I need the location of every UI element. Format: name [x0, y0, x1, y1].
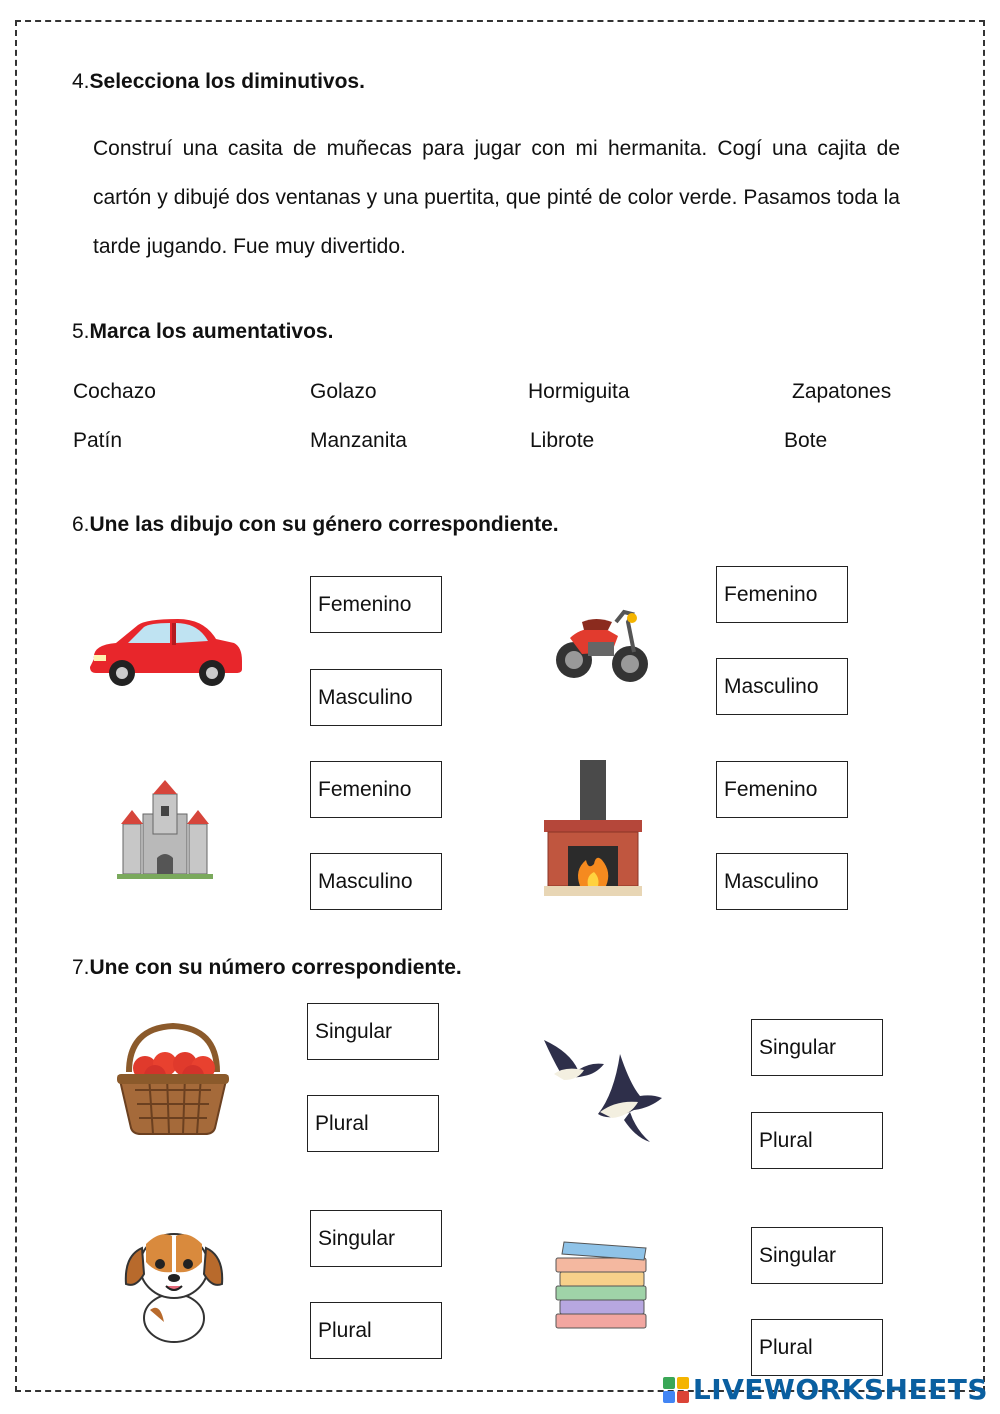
option-femenino[interactable]: Femenino	[716, 566, 848, 623]
castle-picture	[113, 778, 217, 882]
word-option[interactable]: Bote	[784, 429, 828, 452]
q6-number: 6.	[72, 513, 90, 536]
q4-number: 4.	[72, 70, 90, 93]
option-singular[interactable]: Singular	[310, 1210, 442, 1267]
word-option[interactable]: Librote	[530, 429, 595, 452]
liveworksheets-brand	[663, 1373, 988, 1406]
option-masculino[interactable]: Masculino	[716, 658, 848, 715]
option-masculino[interactable]: Masculino	[716, 853, 848, 910]
option-singular[interactable]: Singular	[751, 1227, 883, 1284]
q5-number: 5.	[72, 320, 90, 343]
q6-title-text: Une las dibujo con su género correspondiente.	[89, 513, 559, 536]
q6-title	[72, 513, 559, 537]
option-masculino[interactable]: Masculino	[310, 669, 442, 726]
option-singular[interactable]: Singular	[307, 1003, 439, 1060]
option-plural[interactable]: Plural	[751, 1319, 883, 1376]
motorcycle-picture	[552, 592, 652, 688]
books-picture	[552, 1236, 652, 1332]
option-plural[interactable]: Plural	[310, 1302, 442, 1359]
word-option[interactable]: Zapatones	[792, 380, 892, 403]
q5-title	[72, 320, 333, 344]
word-option[interactable]: Hormiguita	[528, 380, 630, 403]
q4-title-text: Selecciona los diminutivos.	[89, 70, 365, 93]
q4-paragraph[interactable]: Construí una casita de muñecas para jugar con mi hermanita. Cogí una cajita de cartón y dibujé dos ventanas y una puertita, que pinté de color verde. Pasamos toda la tarde jugando. Fue muy divertido.	[93, 137, 900, 258]
q7-title-text: Une con su número correspondiente.	[89, 956, 462, 979]
liveworksheets-logo-icon	[663, 1377, 689, 1403]
q7-number: 7.	[72, 956, 90, 979]
car-picture	[86, 615, 246, 687]
word-option[interactable]: Manzanita	[310, 429, 407, 452]
puppy-picture	[120, 1222, 228, 1346]
word-option[interactable]: Patín	[73, 429, 123, 452]
word-option[interactable]: Golazo	[310, 380, 377, 403]
q4-title	[72, 70, 365, 94]
apple-basket-picture	[115, 1020, 231, 1136]
option-plural[interactable]: Plural	[307, 1095, 439, 1152]
option-singular[interactable]: Singular	[751, 1019, 883, 1076]
option-masculino[interactable]: Masculino	[310, 853, 442, 910]
brand-name: LIVEWORKSHEETS	[692, 1373, 988, 1406]
q5-title-text: Marca los aumentativos.	[89, 320, 334, 343]
word-option[interactable]: Cochazo	[73, 380, 156, 403]
fireplace-picture	[544, 760, 642, 896]
q7-title	[72, 956, 462, 980]
option-femenino[interactable]: Femenino	[310, 761, 442, 818]
birds-picture	[540, 1034, 664, 1144]
option-femenino[interactable]: Femenino	[310, 576, 442, 633]
option-femenino[interactable]: Femenino	[716, 761, 848, 818]
option-plural[interactable]: Plural	[751, 1112, 883, 1169]
